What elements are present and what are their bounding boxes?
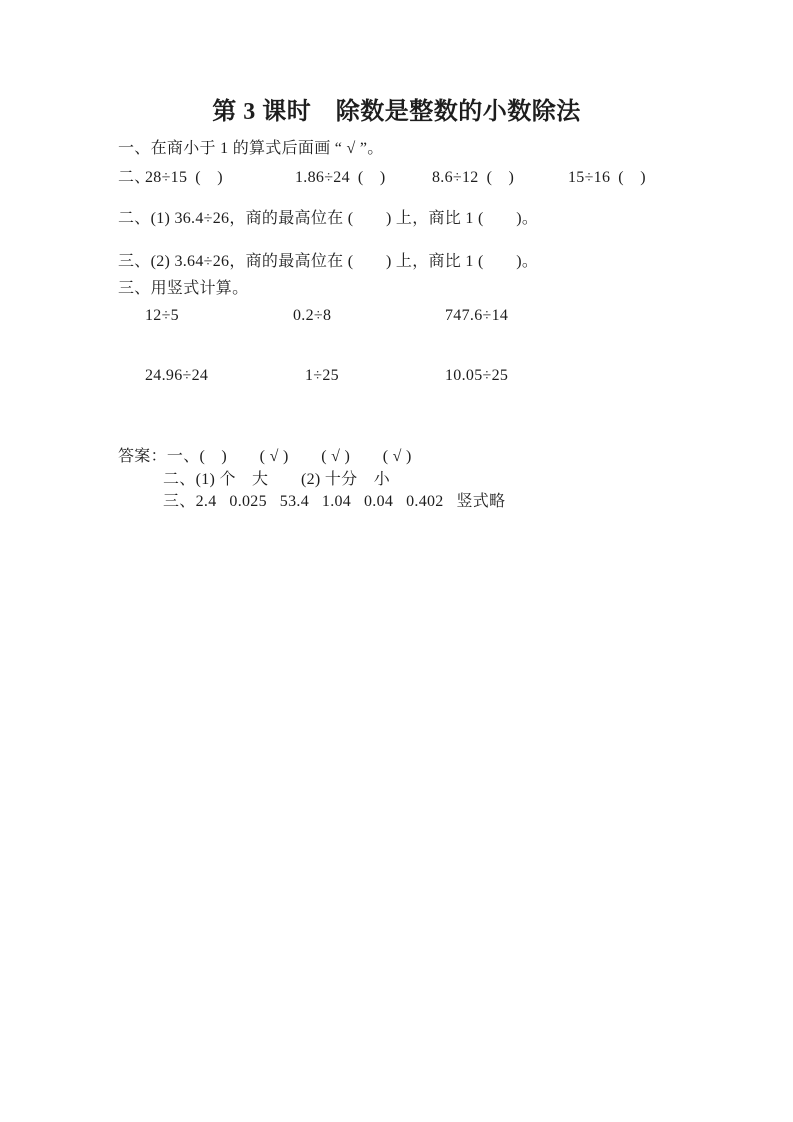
calc-expression: 0.2÷8 (293, 307, 332, 324)
question-1-row-label: 二、 (118, 169, 151, 186)
question-2-line: 二、(1) 36.4÷26，商的最高位在 ( ) 上，商比 1 ( )。 (118, 210, 539, 227)
answers-line-3: 三、2.4 0.025 53.4 1.04 0.04 0.402 竖式略 (163, 493, 506, 510)
answer-blank: ( ) (357, 169, 386, 186)
question-4-prompt: 三、用竖式计算。 (118, 280, 249, 297)
calc-expression: 10.05÷25 (445, 367, 509, 384)
expression-item (145, 168, 223, 188)
page-title: 第 3 课时 除数是整数的小数除法 (212, 99, 581, 125)
answer-blank: ( ) (618, 169, 646, 186)
question-1-items-row (0, 168, 793, 188)
expression-item (432, 168, 514, 188)
calc-expression: 1÷25 (305, 367, 339, 384)
calc-expression: 12÷5 (145, 307, 179, 324)
calc-row-2 (0, 366, 793, 386)
calc-expression: 747.6÷14 (445, 307, 509, 324)
expression-text: 28÷15 (145, 169, 188, 186)
answer-blank: ( ) (195, 169, 223, 186)
answer-blank: ( ) (486, 169, 515, 186)
calc-expression: 24.96÷24 (145, 367, 209, 384)
answers-line-1: 答案：一、( ) ( √ ) ( √ ) ( √ ) (118, 448, 412, 465)
expression-text: 15÷16 (568, 169, 611, 186)
expression-text: 8.6÷12 (432, 169, 479, 186)
expression-item (568, 168, 646, 188)
answers-line-2: 二、(1) 个 大 (2) 十分 小 (163, 471, 391, 488)
expression-text: 1.86÷24 (295, 169, 350, 186)
question-3-line: 三、(2) 3.64÷26，商的最高位在 ( ) 上，商比 1 ( )。 (118, 253, 539, 270)
expression-item (295, 168, 385, 188)
calc-row-1 (0, 306, 793, 326)
question-1-prompt: 一、在商小于 1 的算式后面画 “ √ ”。 (118, 140, 384, 157)
